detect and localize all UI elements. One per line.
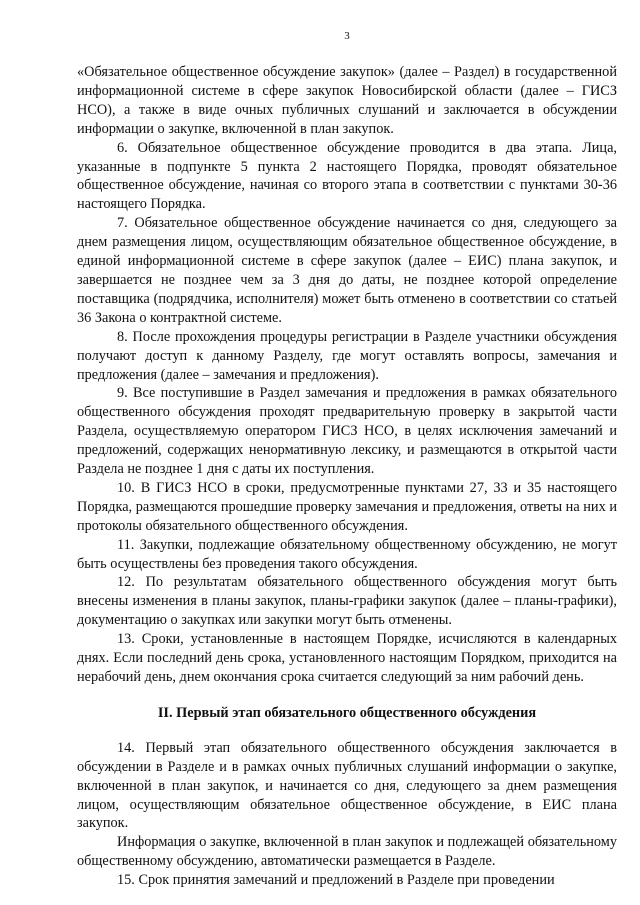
paragraph-10: 10. В ГИСЗ НСО в сроки, предусмотренные пунктами 27, 33 и 35 настоящего Порядка, размещаются прошедшие проверку замечания и предложения, ответы на них и протоколы обязательного общественного обсуждения. bbox=[77, 479, 617, 534]
paragraph-7: 7. Обязательное общественное обсуждение начинается со дня, следующего за днем размещения лицом, осуществляющим обязательное общественное обсуждение, в единой информационной системе в сфере закупок (далее – ЕИС) плана закупок, и завершается не позднее чем за 3 дня до даты, не позднее которой определение поставщика (подрядчика, исполнителя) может быть отменено в соответствии со статьей 36 Закона о контрактной системе. bbox=[77, 215, 617, 326]
page-number: 3 bbox=[344, 30, 350, 42]
paragraph-5-continuation: «Обязательное общественное обсуждение закупок» (далее – Раздел) в государственной информационной системе в сфере закупок Новосибирской области (далее – ГИСЗ НСО), а также в виде очных публичных слушаний и заключается в обсуждении информации о закупке, включенной в план закупок. bbox=[77, 64, 617, 137]
paragraph-14: 14. Первый этап обязательного общественного обсуждения заключается в обсуждении в Разделе и в рамках очных публичных слушаний информации о закупке, включенной в план закупок, и начинается со дня, следующего за днем размещения лицом, осуществляющим обязательное общественное обсуждение, в ЕИС плана закупок. bbox=[77, 739, 617, 832]
paragraph-12: 12. По результатам обязательного общественного обсуждения могут быть внесены изменения в планы закупок, планы-графики закупок (далее – планы-графики), документацию о закупках или закупки могут быть отменены. bbox=[77, 574, 617, 629]
section-heading: II. Первый этап обязательного общественного обсуждения bbox=[157, 704, 537, 721]
paragraph-13: 13. Сроки, установленные в настоящем Порядке, исчисляются в календарных днях. Если последний день срока, установленного настоящим Порядком, приходится на нерабочий день, днем окончания срока считается следующий за ним рабочий день. bbox=[77, 631, 617, 685]
paragraph-15: 15. Срок принятия замечаний и предложений в Разделе при проведении bbox=[117, 872, 555, 889]
paragraph-8: 8. После прохождения процедуры регистрации в Разделе участники обсуждения получают доступ к данному Разделу, где могут оставлять вопросы, замечания и предложения (далее – замечания и предложения). bbox=[77, 328, 617, 383]
document-body bbox=[77, 63, 617, 890]
paragraph-9: 9. Все поступившие в Раздел замечания и предложения в рамках обязательного общественного обсуждения проходят предварительную проверку в закрытой части Раздела, осуществляемую оператором ГИСЗ НСО, в целях исключения замечаний и предложений, содержащих ненормативную лексику, и размещаются в открытой части Раздела не позднее 1 дня с даты их поступления. bbox=[77, 385, 617, 478]
paragraph-14-info: Информация о закупке, включенной в план закупок и подлежащей обязательному общественному обсуждению, автоматически размещается в Разделе. bbox=[77, 834, 617, 870]
paragraph-6: 6. Обязательное общественное обсуждение проводится в два этапа. Лица, указанные в подпункте 5 пункта 2 настоящего Порядка, проводят обязательное общественное обсуждение, начиная со второго этапа в соответствии с пунктами 30-36 настоящего Порядка. bbox=[77, 139, 617, 213]
paragraph-11: 11. Закупки, подлежащие обязательному общественному обсуждению, не могут быть осуществлены без проведения такого обсуждения. bbox=[77, 536, 617, 572]
